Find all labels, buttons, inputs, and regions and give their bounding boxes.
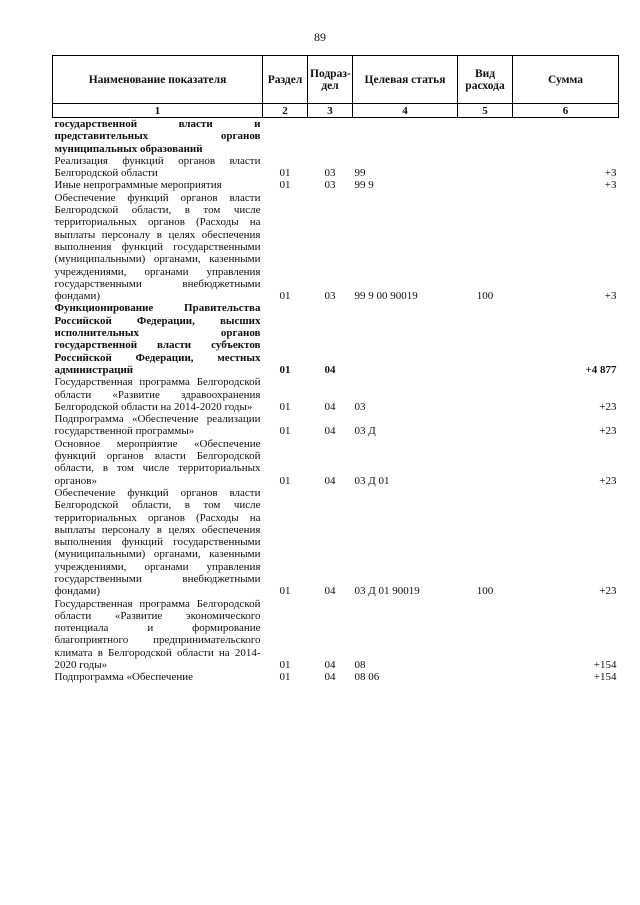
row-vid <box>458 598 513 672</box>
row-razdel: 01 <box>279 659 291 672</box>
header-vid: Вид расхода <box>458 56 513 104</box>
row-podrazdel: 04 <box>324 671 336 684</box>
row-name: Реализация функций органов власти Белгородской области <box>54 154 261 180</box>
col-num: 1 <box>53 104 263 118</box>
row-target: 03 Д 01 90019 <box>354 585 420 598</box>
row-vid <box>458 155 513 180</box>
row-target: 03 Д <box>354 425 376 438</box>
row-vid <box>458 118 513 155</box>
row-target <box>353 302 458 376</box>
row-vid <box>458 413 513 438</box>
header-sum: Сумма <box>513 56 619 104</box>
row-target: 03 Д 01 <box>354 474 390 487</box>
row-name: Функционирование Правительства Российской Федерации, высших исполнительных органов государственной власти субъектов Российской Федерации, местных администраций <box>54 302 261 376</box>
row-razdel: 01 <box>279 167 291 180</box>
row-sum <box>513 118 619 155</box>
column-number-row <box>53 104 619 118</box>
row-sum: +3 <box>604 167 617 180</box>
row-razdel: 01 <box>279 474 291 487</box>
row-vid <box>458 179 513 191</box>
table-row <box>53 118 619 155</box>
row-razdel: 01 <box>279 400 291 413</box>
row-vid <box>458 671 513 683</box>
row-podrazdel: 03 <box>324 167 336 180</box>
header-podrazdel: Подраз-дел <box>308 56 353 104</box>
col-num: 6 <box>513 104 619 118</box>
row-name: Иные непрограммные мероприятия <box>54 179 222 192</box>
row-sum: +3 <box>604 290 617 303</box>
row-razdel <box>263 118 308 155</box>
table-header-row <box>53 56 619 104</box>
row-razdel: 01 <box>279 363 291 376</box>
row-target: 99 <box>354 167 366 180</box>
row-sum: +23 <box>599 400 617 413</box>
row-razdel: 01 <box>279 425 291 438</box>
row-podrazdel <box>308 118 353 155</box>
row-podrazdel: 04 <box>324 400 336 413</box>
row-vid: 100 <box>476 585 494 598</box>
col-num: 2 <box>263 104 308 118</box>
budget-table <box>52 55 619 684</box>
table-row <box>53 487 619 598</box>
row-name: Государственная программа Белгородской области «Развитие экономического потенциала и формирование благоприятного предпринимательского климата в Белгородской области на 2014-2020 годы» <box>54 597 261 672</box>
table-row <box>53 413 619 438</box>
table-row <box>53 192 619 303</box>
page-number: 89 <box>314 30 326 44</box>
row-razdel: 01 <box>279 671 291 684</box>
row-sum: +154 <box>593 659 617 672</box>
col-num: 5 <box>458 104 513 118</box>
row-name: Обеспечение функций органов власти Белгородской области, в том числе территориальных органов (Расходы на выплаты персоналу в целях обеспечения выполнения функций государственными (муниципальными) органами, казенными учреждениями, органами управления государственными внебюджетными фондами) <box>54 191 261 303</box>
header-razdel: Раздел <box>263 56 308 104</box>
header-name: Наименование показателя <box>53 56 263 104</box>
table-row <box>53 671 619 683</box>
row-vid: 100 <box>476 290 494 303</box>
row-razdel: 01 <box>279 179 291 192</box>
row-target: 99 9 <box>354 179 374 192</box>
col-num: 4 <box>353 104 458 118</box>
header-target: Целевая статья <box>353 56 458 104</box>
row-podrazdel: 04 <box>324 659 336 672</box>
row-sum: +154 <box>593 671 617 684</box>
row-target: 08 06 <box>354 671 380 684</box>
row-podrazdel: 04 <box>324 425 336 438</box>
row-sum: +23 <box>599 474 617 487</box>
col-num: 3 <box>308 104 353 118</box>
row-name: Обеспечение функций органов власти Белгородской области, в том числе территориальных органов (Расходы на выплаты персоналу в целях обеспечения выполнения функций государственными (муниципальными) органами, казенными учреждениями, органами управления государственными внебюджетными фондами) <box>54 486 261 598</box>
row-razdel: 01 <box>279 585 291 598</box>
row-name: Подпрограмма «Обеспечение реализации государственной программы» <box>54 413 261 438</box>
table-row <box>53 179 619 191</box>
row-name: Подпрограмма «Обеспечение <box>54 671 193 684</box>
row-podrazdel: 03 <box>324 290 336 303</box>
row-target: 99 9 00 90019 <box>354 290 418 303</box>
row-target: 08 <box>354 659 366 672</box>
row-vid <box>458 376 513 413</box>
row-podrazdel: 03 <box>324 179 336 192</box>
row-sum: +23 <box>599 585 617 598</box>
row-target: 03 <box>354 400 366 413</box>
row-razdel: 01 <box>279 290 291 303</box>
row-vid <box>458 302 513 376</box>
row-sum: +4 877 <box>585 363 617 376</box>
row-name: Государственная программа Белгородской области «Развитие здравоохранения Белгородской области на 2014-2020 годы» <box>54 376 261 413</box>
row-sum: +3 <box>604 179 617 192</box>
table-row <box>53 302 619 376</box>
row-target <box>353 118 458 155</box>
row-podrazdel: 04 <box>324 585 336 598</box>
table-row <box>53 438 619 487</box>
table-row <box>53 155 619 180</box>
row-podrazdel: 04 <box>324 474 336 487</box>
table-row <box>53 598 619 672</box>
row-podrazdel: 04 <box>324 363 336 376</box>
row-sum: +23 <box>599 425 617 438</box>
row-name: Основное мероприятие «Обеспечение функций органов власти Белгородской области, в том числе территориальных органов» <box>54 437 261 487</box>
table-row <box>53 376 619 413</box>
row-vid <box>458 438 513 487</box>
row-name: государственной власти и представительных органов муниципальных образований <box>54 118 261 155</box>
